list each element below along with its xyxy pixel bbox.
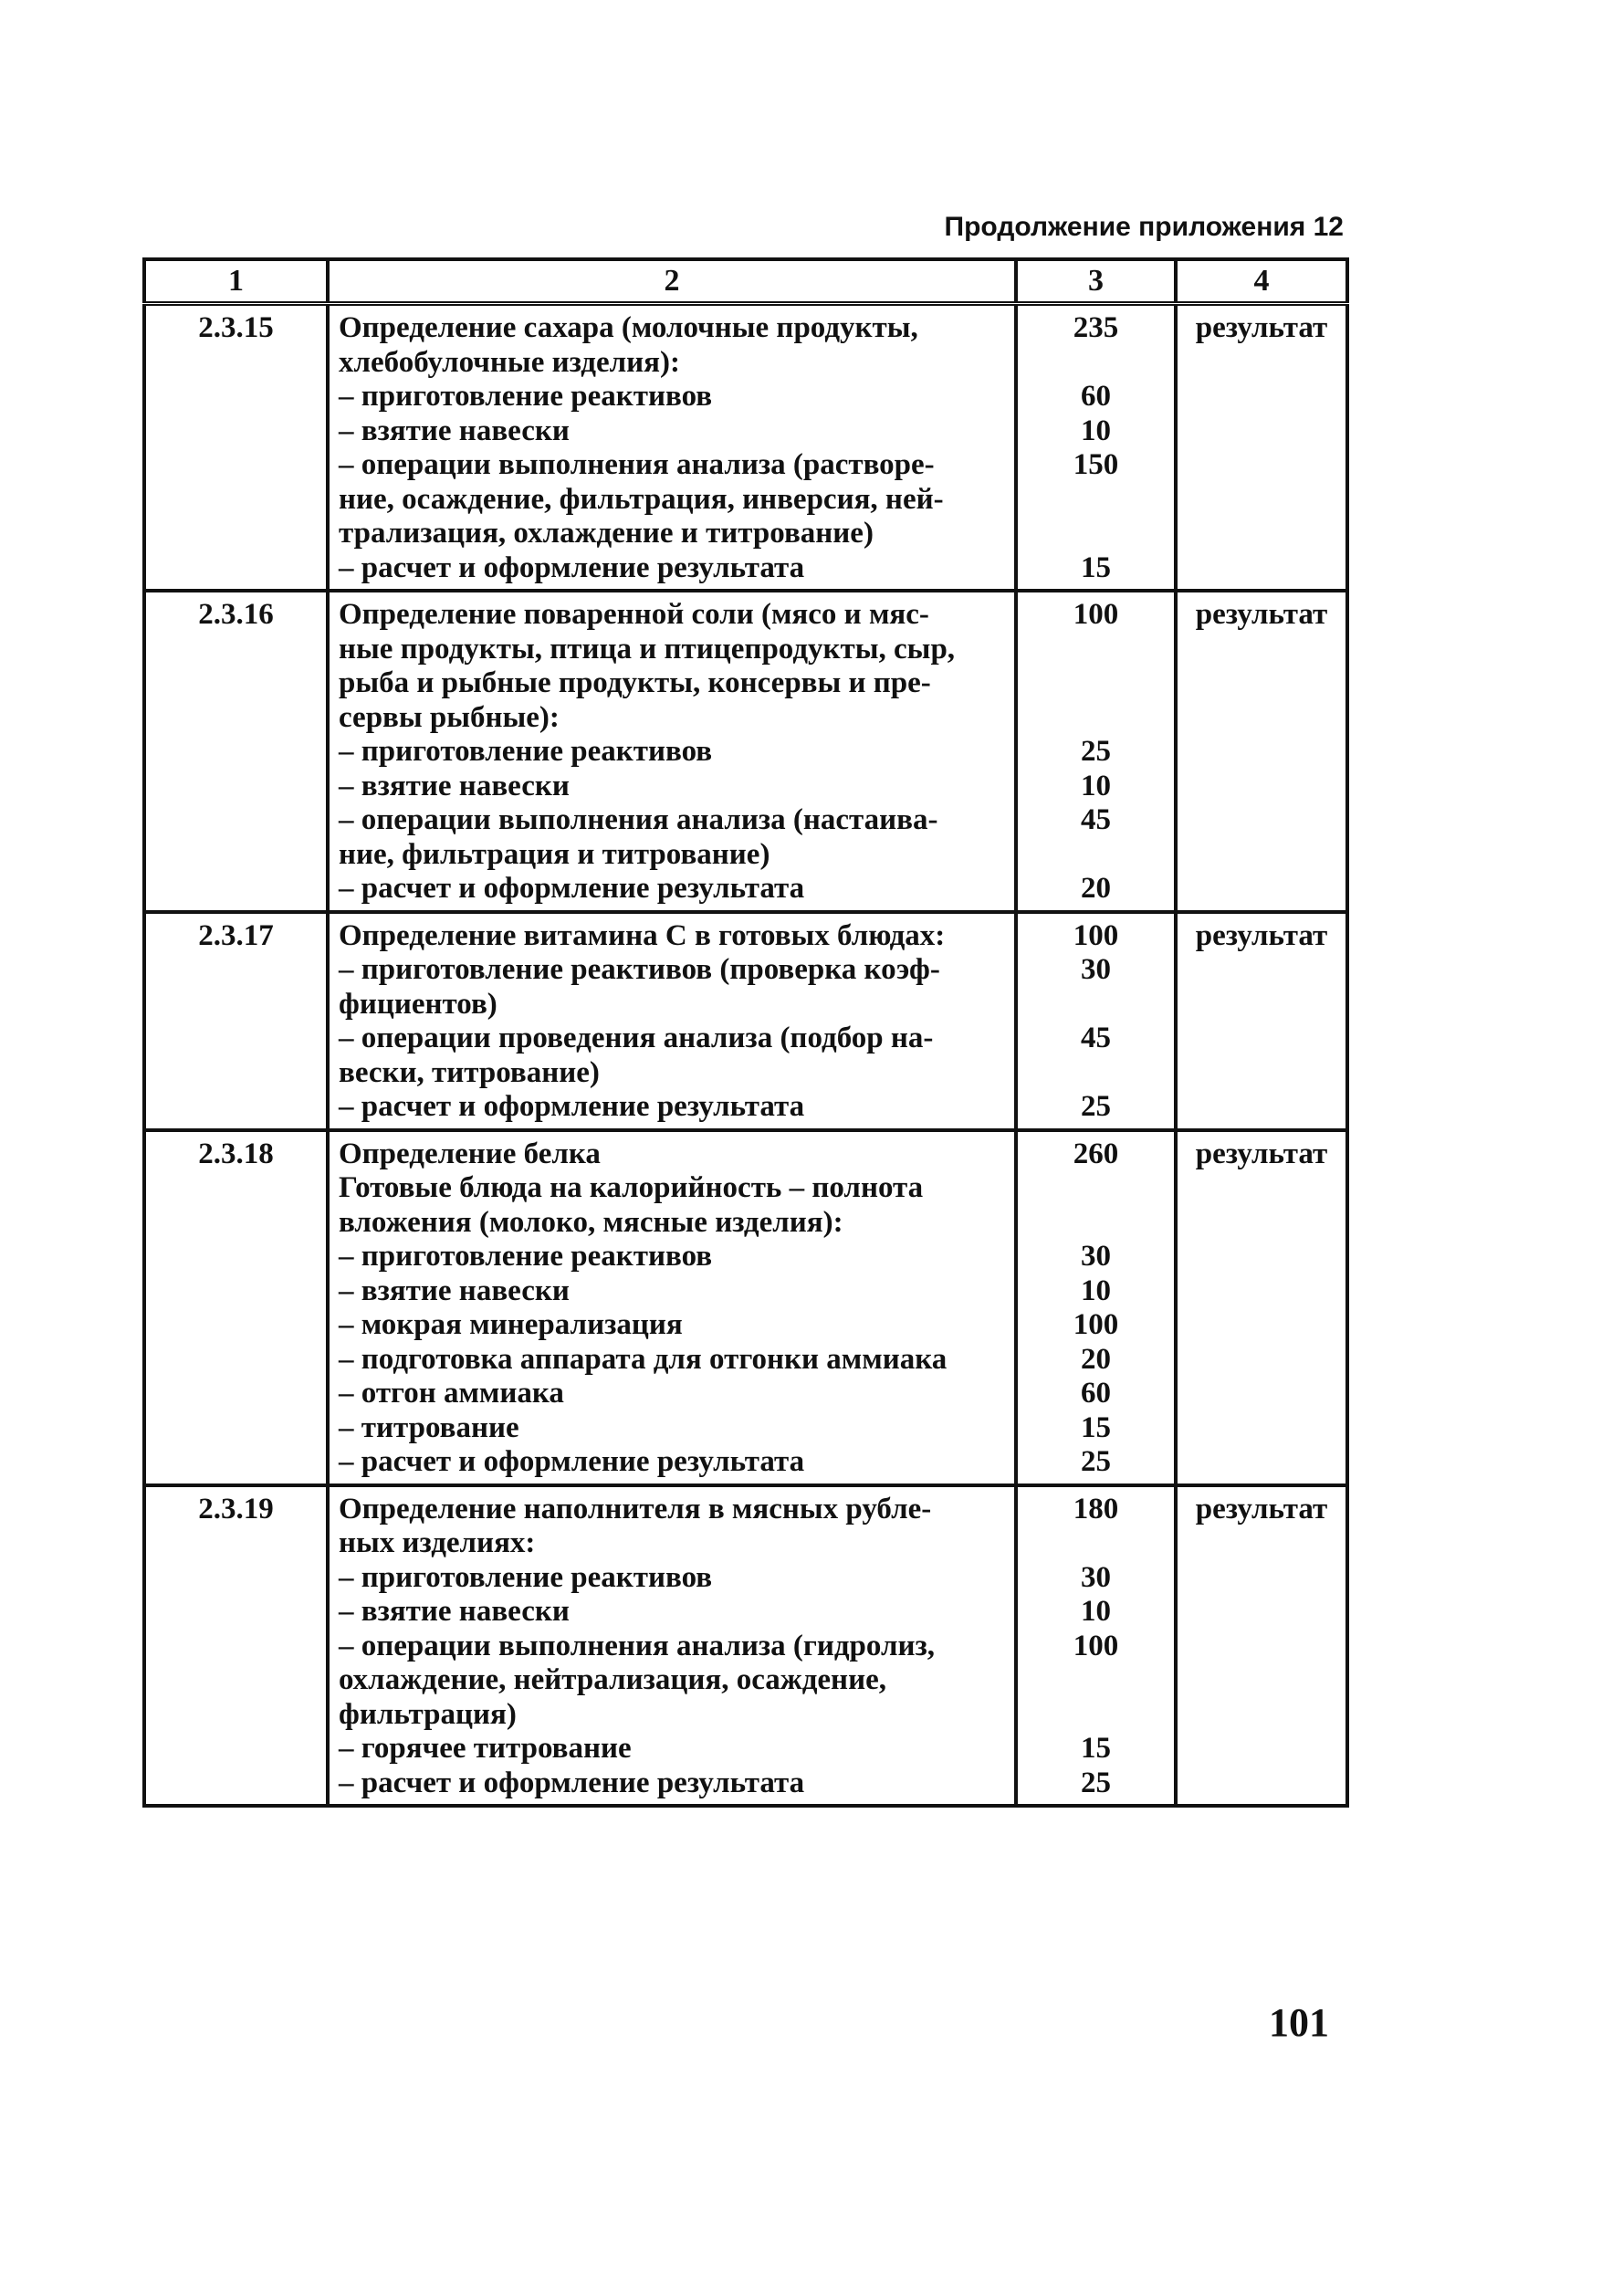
- description-line: – приготовление реактивов: [339, 1560, 713, 1594]
- description-line: – операции выполнения анализа (растворе-: [339, 448, 935, 481]
- description-line: вески, титрование): [339, 1055, 600, 1089]
- description-line: Определение белка: [339, 1137, 601, 1170]
- norms-table: [142, 257, 1349, 1808]
- description-line: ние, осаждение, фильтрация, инверсия, ней-: [339, 482, 944, 516]
- description-line: рыба и рыбные продукты, консервы и пре-: [339, 666, 931, 699]
- value-line: [1027, 701, 1165, 736]
- description-line: – отгон аммиака: [339, 1377, 564, 1410]
- description-line: ных изделиях:: [339, 1526, 536, 1559]
- description-line: Определение сахара (молочные продукты,: [339, 311, 918, 344]
- description-line: хлебобулочные изделия):: [339, 345, 680, 379]
- description-line: фициентов): [339, 987, 497, 1021]
- description-line: – взятие навески: [339, 1274, 570, 1307]
- description-line: – расчет и оформление результата: [339, 1445, 805, 1478]
- description-line: – приготовление реактивов: [339, 380, 713, 413]
- description-line: – приготовление реактивов: [339, 735, 713, 768]
- description-line: трализация, охлаждение и титрование): [339, 517, 874, 550]
- description-line: – титрование: [339, 1410, 519, 1444]
- item-description: [328, 1130, 1016, 1485]
- item-number: 2.3.16: [144, 591, 328, 912]
- item-number: 2.3.15: [144, 304, 328, 592]
- description-line: – взятие навески: [339, 769, 570, 802]
- description-line: фильтрация): [339, 1697, 517, 1731]
- description-line: Определение поваренной соли (мясо и мяс-: [339, 598, 929, 631]
- value-line: [1027, 666, 1165, 701]
- item-values: [1016, 591, 1176, 912]
- item-result: результат: [1176, 1485, 1347, 1807]
- value-line: 45: [1081, 803, 1111, 836]
- item-description: [328, 1485, 1016, 1807]
- description-line: – расчет и оформление результата: [339, 550, 805, 584]
- value-line: 10: [1081, 414, 1111, 447]
- value-line: [1027, 346, 1165, 381]
- description-line: – мокрая минерализация: [339, 1308, 683, 1341]
- value-line: 100: [1073, 918, 1119, 952]
- item-values: [1016, 1130, 1176, 1485]
- description-line: – приготовление реактивов (проверка коэф-: [339, 953, 940, 986]
- description-line: – расчет и оформление результата: [339, 1766, 805, 1799]
- page-number: 101: [1269, 2000, 1329, 2045]
- value-line: 150: [1073, 448, 1119, 481]
- value-line: 260: [1073, 1137, 1119, 1170]
- description-line: – операции проведения анализа (подбор на-: [339, 1022, 934, 1054]
- value-line: [1027, 633, 1165, 667]
- item-values: [1016, 304, 1176, 592]
- value-line: 30: [1081, 1560, 1111, 1594]
- value-line: [1027, 517, 1165, 551]
- value-line: 235: [1073, 311, 1119, 344]
- description-line: Определение наполнителя в мясных рубле-: [339, 1492, 932, 1525]
- description-line: – расчет и оформление результата: [339, 872, 805, 905]
- value-line: 15: [1081, 550, 1111, 584]
- table-row: [144, 912, 1347, 1130]
- value-line: 20: [1081, 1342, 1111, 1376]
- value-line: [1027, 1526, 1165, 1561]
- header-col-1: 1: [144, 259, 328, 304]
- description-line: – взятие навески: [339, 1595, 570, 1628]
- page-heading: Продолжение приложения 12: [944, 212, 1344, 242]
- item-description: [328, 591, 1016, 912]
- header-col-4: 4: [1176, 259, 1347, 304]
- description-line: – операции выполнения анализа (настаива-: [339, 803, 938, 836]
- header-row: [144, 259, 1347, 304]
- value-line: 10: [1081, 1595, 1111, 1628]
- item-number: 2.3.17: [144, 912, 328, 1130]
- value-line: 60: [1081, 1377, 1111, 1410]
- value-line: 15: [1081, 1732, 1111, 1765]
- value-line: 100: [1073, 1308, 1119, 1341]
- value-line: 60: [1081, 380, 1111, 413]
- value-line: 10: [1081, 769, 1111, 802]
- value-line: [1027, 988, 1165, 1022]
- header-col-3: 3: [1016, 259, 1176, 304]
- description-line: сервы рыбные):: [339, 700, 560, 734]
- value-line: 30: [1081, 953, 1111, 986]
- item-values: [1016, 912, 1176, 1130]
- value-line: [1027, 1171, 1165, 1206]
- item-result: результат: [1176, 304, 1347, 592]
- item-description: [328, 912, 1016, 1130]
- table-row: [144, 1130, 1347, 1485]
- value-line: 25: [1081, 1445, 1111, 1478]
- value-line: [1027, 1206, 1165, 1241]
- value-line: [1027, 483, 1165, 518]
- value-line: 10: [1081, 1274, 1111, 1307]
- description-line: Готовые блюда на калорийность – полнота: [339, 1171, 924, 1204]
- description-line: вложения (молоко, мясные изделия):: [339, 1205, 843, 1239]
- item-result: результат: [1176, 912, 1347, 1130]
- item-values: [1016, 1485, 1176, 1807]
- description-line: – расчет и оформление результата: [339, 1090, 805, 1123]
- value-line: 25: [1081, 1766, 1111, 1799]
- description-line: – операции выполнения анализа (гидролиз,: [339, 1629, 936, 1662]
- value-line: 30: [1081, 1240, 1111, 1273]
- value-line: [1027, 1698, 1165, 1733]
- value-line: [1027, 1663, 1165, 1698]
- description-line: – горячее титрование: [339, 1732, 632, 1765]
- value-line: 20: [1081, 872, 1111, 905]
- value-line: 25: [1081, 1090, 1111, 1123]
- value-line: 180: [1073, 1492, 1119, 1525]
- item-result: результат: [1176, 1130, 1347, 1485]
- value-line: 25: [1081, 735, 1111, 768]
- item-result: результат: [1176, 591, 1347, 912]
- table-row: [144, 591, 1347, 912]
- description-line: ные продукты, птица и птицепродукты, сыр,: [339, 632, 956, 666]
- item-number: 2.3.19: [144, 1485, 328, 1807]
- value-line: 15: [1081, 1410, 1111, 1444]
- value-line: [1027, 838, 1165, 873]
- description-line: – взятие навески: [339, 414, 570, 447]
- table-row: [144, 304, 1347, 592]
- description-line: Определение витамина С в готовых блюдах:: [339, 918, 946, 952]
- item-number: 2.3.18: [144, 1130, 328, 1485]
- item-description: [328, 304, 1016, 592]
- description-line: – подготовка аппарата для отгонки аммиака: [339, 1342, 948, 1376]
- description-line: охлаждение, нейтрализация, осаждение,: [339, 1663, 886, 1696]
- header-col-2: 2: [328, 259, 1016, 304]
- value-line: 45: [1081, 1022, 1111, 1054]
- value-line: 100: [1073, 1629, 1119, 1662]
- value-line: 100: [1073, 598, 1119, 631]
- description-line: ние, фильтрация и титрование): [339, 837, 770, 871]
- table-body: [144, 304, 1347, 1807]
- value-line: [1027, 1056, 1165, 1091]
- description-line: – приготовление реактивов: [339, 1240, 713, 1273]
- table-row: [144, 1485, 1347, 1807]
